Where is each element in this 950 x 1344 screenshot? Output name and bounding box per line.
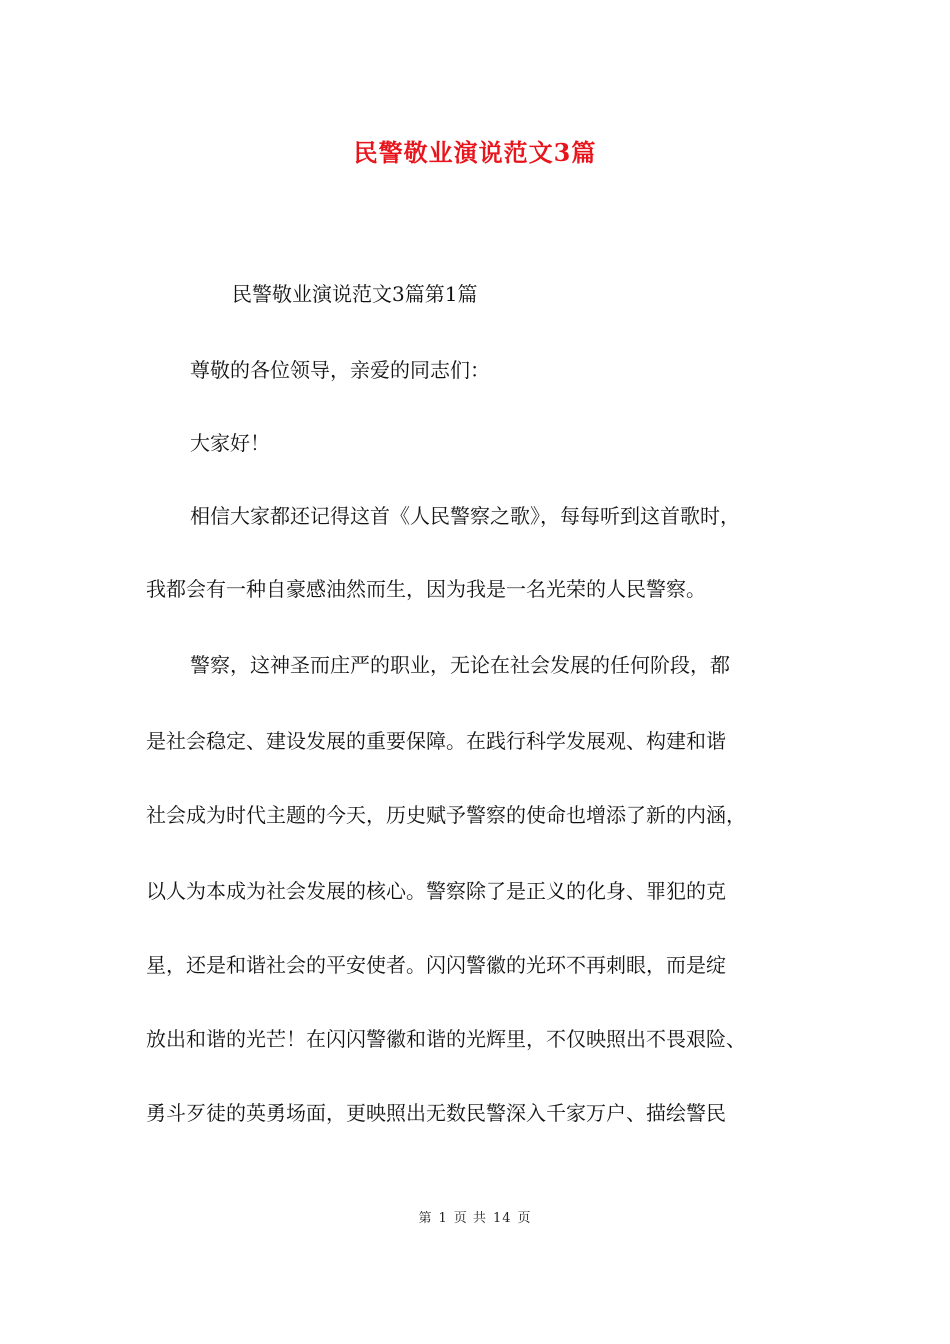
footer-middle: 页 共: [453, 1211, 487, 1226]
document-title: 民警敬业演说范文3篇: [353, 138, 597, 167]
paragraph-line: 尊敬的各位领导，亲爱的同志们：: [190, 358, 490, 382]
paragraph-line: 放出和谐的光芒！在闪闪警徽和谐的光辉里，不仅映照出不畏艰险、: [146, 1027, 746, 1051]
paragraph-line: 大家好！: [190, 431, 270, 455]
footer-page-number: 1: [438, 1211, 448, 1226]
paragraph-line: 相信大家都还记得这首《人民警察之歌》，每每听到这首歌时，: [190, 504, 740, 528]
footer-prefix: 第: [418, 1211, 433, 1226]
footer-suffix: 页: [517, 1211, 532, 1226]
paragraph-line: 是社会稳定、建设发展的重要保障。在践行科学发展观、构建和谐: [146, 729, 726, 753]
paragraph-line: 以人为本成为社会发展的核心。警察除了是正义的化身、罪犯的克: [146, 879, 726, 903]
paragraph-line: 社会成为时代主题的今天，历史赋予警察的使命也增添了新的内涵，: [146, 803, 746, 827]
paragraph-line: 警察，这神圣而庄严的职业，无论在社会发展的任何阶段，都: [190, 653, 730, 677]
page-footer: [0, 1209, 950, 1229]
paragraph-line: 我都会有一种自豪感油然而生，因为我是一名光荣的人民警察。: [146, 577, 706, 601]
paragraph-line: 勇斗歹徒的英勇场面，更映照出无数民警深入千家万户、描绘警民: [146, 1101, 726, 1125]
paragraph-line: 星，还是和谐社会的平安使者。闪闪警徽的光环不再刺眼，而是绽: [146, 953, 726, 977]
footer-total-pages: 14: [492, 1211, 512, 1226]
section-heading: 民警敬业演说范文3篇第1篇: [232, 282, 478, 306]
